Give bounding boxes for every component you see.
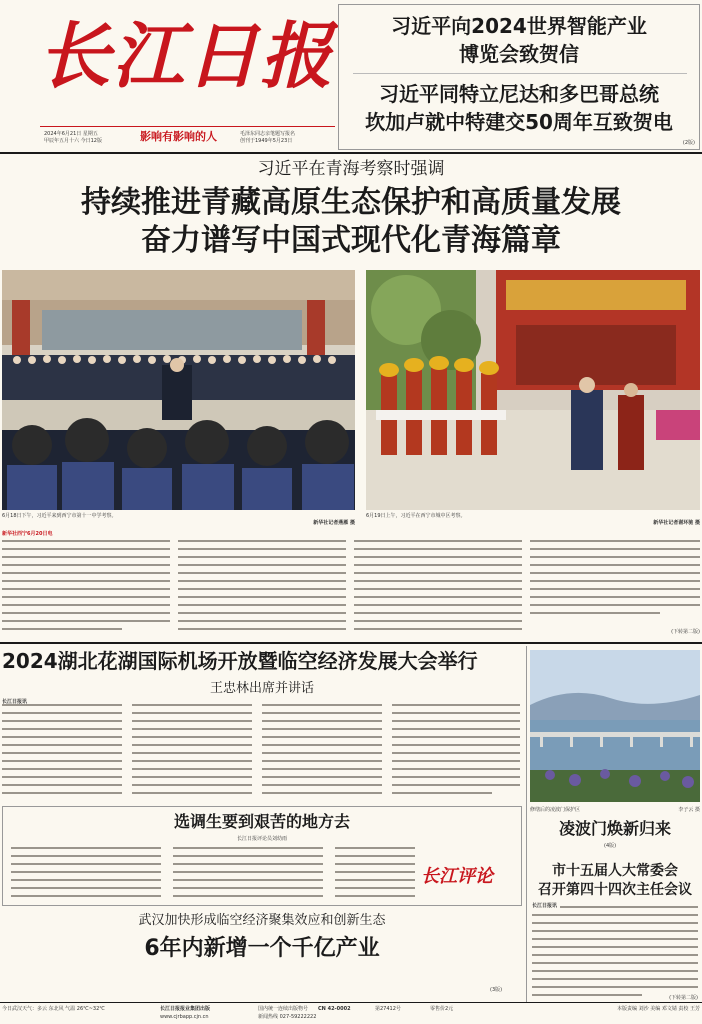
photo-story-image [530, 650, 700, 802]
footer-code-line1: 国内统一连续出版物号 [258, 1006, 309, 1012]
npc-body-text-lines [532, 904, 698, 1004]
commentary-title[interactable]: 选调生要到艰苦的地方去 [173, 812, 350, 831]
lead-photo1-caption: 6月18日下午，习近平来到西宁市第十一中学考察。 [2, 513, 117, 519]
lead-headline-line1[interactable]: 持续推进青藏高原生态保护和高质量发展 [81, 185, 621, 220]
founded-line2: 创刊于1949年5月23日 [240, 138, 293, 144]
lead-photo1-credit: 新华社记者燕雁 摄 [313, 520, 355, 526]
footer-hotline: 新闻热线 027-59222222 [258, 1014, 317, 1020]
top-page-ref: (2版) [682, 140, 695, 146]
footer-sections: 本版责编 刘沙 美编 邓文婧 责校 王芳 [617, 1006, 700, 1012]
airport-body-lines [2, 699, 522, 802]
economy-page-ref: (3版) [490, 987, 503, 993]
founded-line1: 毛泽东同志亲笔题写报名 [240, 131, 296, 137]
footer-weather: 今日武汉天气：多云 东北风 气温 26℃~32℃ [2, 1006, 105, 1012]
masthead-logo: 长江日报 [38, 13, 335, 98]
photo-story-image-box [530, 650, 700, 802]
lead-photo-school-image [2, 270, 355, 510]
commentary-signature: 长江评论 [421, 866, 493, 887]
lead-kicker: 习近平在青海考察时强调 [257, 159, 445, 179]
photo-story-title[interactable]: 凌波门焕新归来 [558, 819, 671, 838]
top-headline1-line2[interactable]: 博览会致贺信 [459, 42, 579, 66]
airport-dateline: 长江日报讯 [2, 699, 28, 705]
top-headline2-line2[interactable]: 坎加卢就中特建交50周年互致贺电 [365, 110, 673, 134]
photo-story-caption: 修缮后的凌波门保护区 [530, 807, 581, 813]
airport-subhead: 王忠林出席并讲话 [209, 681, 314, 696]
lead-headline-line2[interactable]: 奋力谱写中国式现代化青海篇章 [141, 223, 561, 258]
lead-photo-school [2, 270, 355, 510]
lead-continued[interactable]: (下转第二版) [671, 629, 700, 635]
lead-photo-temple-image [366, 270, 700, 510]
economy-kicker: 武汉加快形成临空经济聚集效应和创新生态 [138, 913, 386, 928]
footer-code-line2: CN 42-0002 [318, 1006, 351, 1012]
npc-continued[interactable]: (下转第二版) [669, 995, 698, 1001]
airport-headline[interactable]: 2024湖北花湖国际机场开放暨临空经济发展大会举行 [2, 649, 478, 673]
issue-lunar: 甲辰年五月十六 今日12版 [44, 138, 102, 144]
lead-body-col1: 新华社西宁6月20日电 [2, 531, 53, 537]
masthead [0, 0, 336, 150]
top-headline1-line1[interactable]: 习近平向2024世界智能产业 [391, 14, 647, 38]
photo-story-page-ref: (4版) [604, 843, 617, 849]
commentary-byline: 长江日报评论员刘幼雨 [236, 836, 287, 842]
issue-date: 2024年6月21日 星期五 [44, 131, 98, 137]
top-news-box [338, 4, 700, 150]
masthead-slogan: 影响有影响的人 [140, 130, 217, 143]
lead-photo2-credit: 新华社记者谢环驰 摄 [653, 520, 700, 526]
photo-story-credit: 李子云 摄 [678, 807, 700, 813]
npc-title-line2[interactable]: 召开第四十四次主任会议 [538, 882, 692, 898]
commentary-box [2, 806, 522, 906]
footer-price: 零售价2元 [430, 1006, 454, 1012]
lead-photo2-caption: 6月19日上午，习近平在西宁市城中区考察。 [366, 513, 466, 519]
footer-bar [0, 1004, 702, 1024]
npc-title-line1[interactable]: 市十五届人大常委会 [552, 863, 678, 879]
economy-headline[interactable]: 6年内新增一个千亿产业 [144, 936, 380, 961]
footer-group: 长江日报报业集团出版 [160, 1006, 211, 1012]
lead-body-lines [2, 540, 700, 640]
npc-dateline: 长江日报讯 [532, 903, 558, 909]
lead-photo-temple [366, 270, 700, 510]
top-headline2-line1[interactable]: 习近平同特立尼达和多巴哥总统 [379, 82, 659, 106]
footer-website[interactable]: www.cjrbapp.cjn.cn [160, 1014, 209, 1020]
airport-body-text-lines [2, 702, 522, 802]
lead-body-text-lines [2, 540, 700, 640]
footer-issue-no: 第27412号 [375, 1006, 401, 1012]
